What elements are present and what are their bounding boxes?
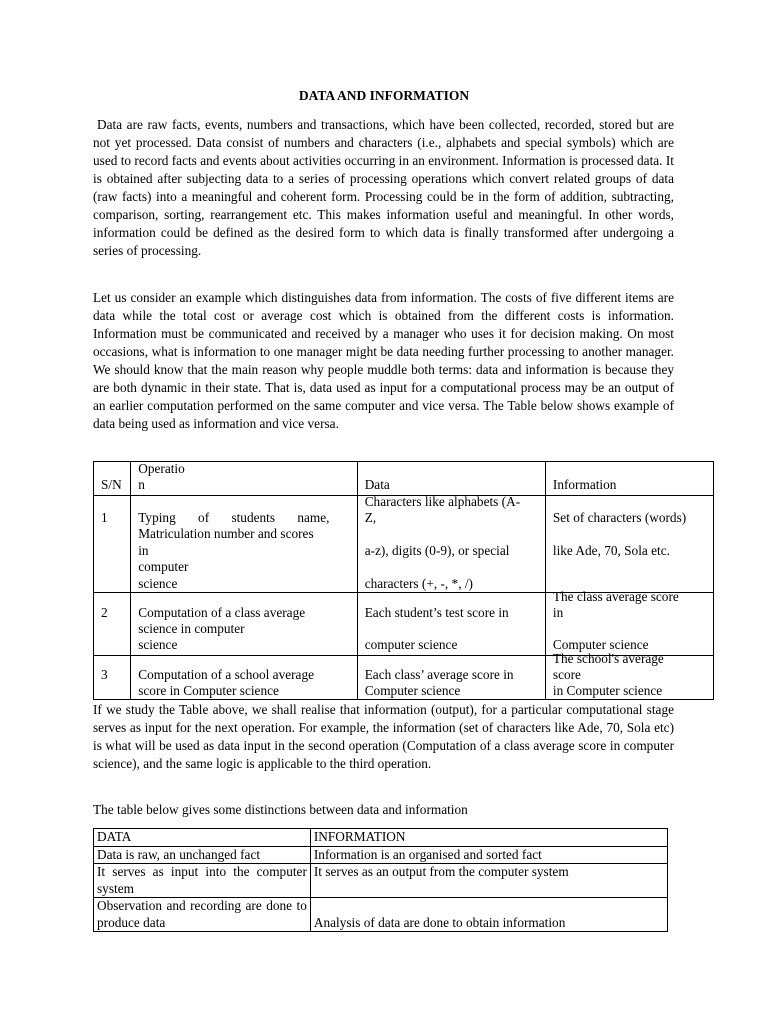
cell-data: Each student’s test score in computer science (357, 593, 545, 656)
cell-operation: Computation of a class average science in computer science (131, 593, 357, 656)
header-cell-information: INFORMATION (310, 829, 667, 847)
header-cell-operation: Operatio n (131, 462, 357, 496)
cell-operation: Computation of a school average score in Computer science (131, 656, 357, 700)
table-header-row (94, 462, 714, 496)
table-row (94, 656, 714, 700)
cell-information: The school's average score in Computer science (545, 656, 713, 700)
cell-information: Set of characters (words) like Ade, 70, Sola etc. (545, 496, 713, 593)
cell-data: It serves as input into the computer system (94, 864, 311, 898)
header-cell-information: Information (545, 462, 713, 496)
cell-information: It serves as an output from the computer system (310, 864, 667, 898)
table-row (94, 898, 668, 932)
cell-sn: 2 (94, 593, 131, 656)
header-cell-sn: S/N (94, 462, 131, 496)
table-header-row (94, 829, 668, 847)
cell-data: Each class’ average score in Computer science (357, 656, 545, 700)
distinctions-table (93, 828, 668, 932)
operations-table (93, 461, 714, 700)
cell-data: Observation and recording are done to produce data (94, 898, 311, 932)
cell-information: Analysis of data are done to obtain information (310, 898, 667, 932)
header-cell-data: DATA (94, 829, 311, 847)
table-row (94, 864, 668, 898)
cell-sn: 1 (94, 496, 131, 593)
cell-sn: 3 (94, 656, 131, 700)
cell-information: Information is an organised and sorted fact (310, 846, 667, 864)
paragraph-example: Let us consider an example which distinguishes data from information. The costs of five different items are data while the total cost or average cost which is obtained from the different costs is information. Information must be communicated and received by a manager who uses it for decision making. On most occasions, what is information to one manager might be data needing further processing to another manager. We should know that the main reason why people muddle both terms: data and information is because they are both dynamic in their state. That is, data used as input for a computational process may be an output of an earlier computation performed on the same computer and vice versa. The Table below shows example of data being used as information and vice versa. (93, 290, 674, 431)
paragraph-intro: Data are raw facts, events, numbers and transactions, which have been collected, recorded, stored but are not yet processed. Data consist of numbers and characters (i.e., alphabets and special symbols) which are used to record facts and events about activities occurring in an environment. Information is processed data. It is obtained after subjecting data to a series of processing operations which convert related groups of data (raw facts) into a meaningful and coherent form. Processing could be in the form of addition, subtracting, comparison, sorting, rearrangement etc. This makes information useful and meaningful. In other words, information could be defined as the desired form to which data is finally transformed after undergoing a series of processing. (93, 117, 674, 258)
table-row (94, 496, 714, 593)
cell-operation: Typing of students name, Matriculation number and scores in computer science (131, 496, 357, 593)
cell-data: Data is raw, an unchanged fact (94, 846, 311, 864)
table-row (94, 846, 668, 864)
page-title: DATA AND INFORMATION (298, 88, 470, 103)
paragraph-distinctions-intro: The table below gives some distinctions between data and information (93, 802, 468, 817)
cell-information: The class average score in Computer science (545, 593, 713, 656)
paragraph-analysis: If we study the Table above, we shall realise that information (output), for a particular computational stage serves as input for the next operation. For example, the information (set of characters like Ade, 70, Sola etc) is what will be used as data input in the second operation (Computation of a class average score in computer science), and the same logic is applicable to the third operation. (93, 702, 674, 771)
table-row (94, 593, 714, 656)
header-cell-data: Data (357, 462, 545, 496)
cell-data: Characters like alphabets (A- Z, a-z), digits (0-9), or special characters (+, -, *, /) (357, 496, 545, 593)
